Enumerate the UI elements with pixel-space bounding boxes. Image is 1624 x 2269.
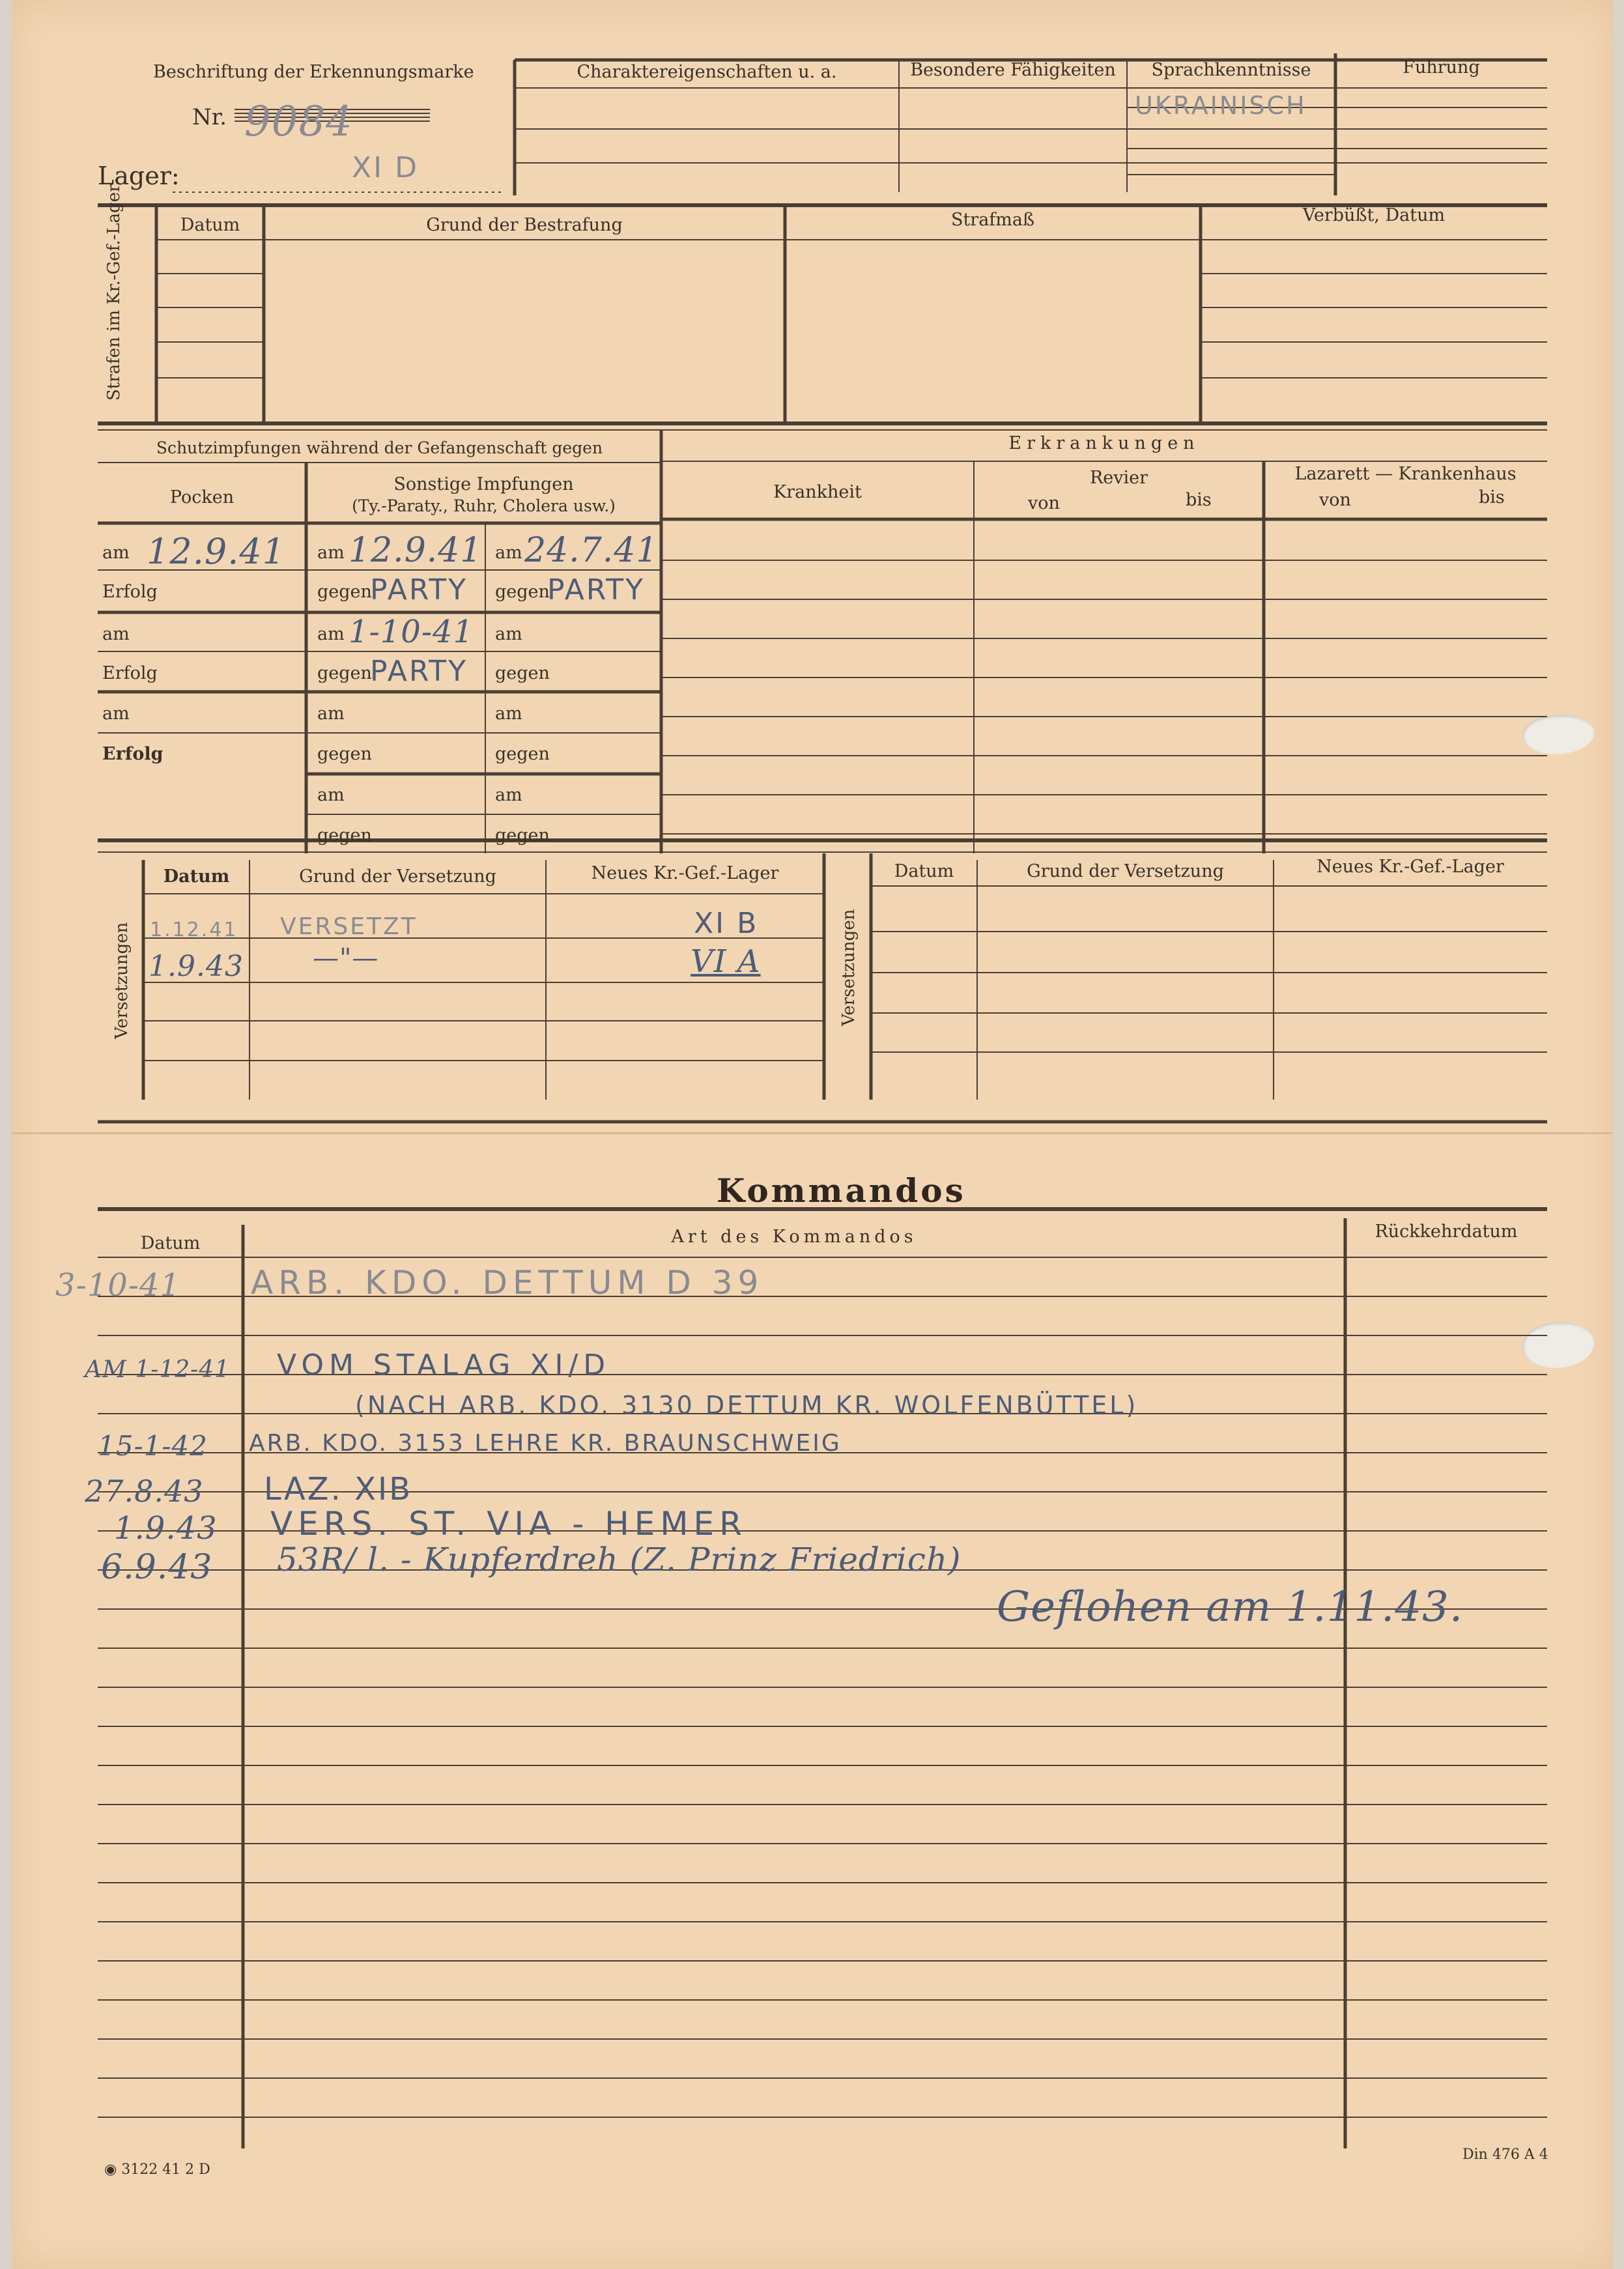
lager-value: XI D [352,151,419,184]
versetzungen-side-label-left: Versetzungen [112,922,132,1039]
s7-am: am [317,785,345,805]
s1-date: 12.9.41 [349,531,483,570]
kommando-6-datum: 1.9.43 [114,1510,218,1547]
kommando-6-text: VERS. ST. VIA - HEMER [270,1505,747,1543]
s5-am: am [317,704,345,724]
kommando-8-text: Geflohen am 1.11.43. [997,1583,1464,1631]
s2-date: 24.7.41 [524,531,659,570]
s4-gegen-label: gegen [495,663,550,683]
lazarett-von: von [1319,490,1351,510]
nr-value: 9084 [244,98,353,146]
s3-am: am [317,624,345,644]
kommando-1-text: ARB. KDO. DETTUM D 39 [251,1264,764,1302]
versetzung-datum-header: Datum [163,866,230,887]
s2-gegen-label: gegen [495,582,550,602]
kommando-5-datum: 27.8.43 [85,1474,204,1509]
versetzungen-side-label-right: Versetzungen [839,909,859,1026]
strafen-side-label: Strafen im Kr.-Gef.-Lager [104,184,124,401]
lager-label: Lager: [98,162,180,190]
lazarett-bis: bis [1479,487,1505,507]
kommando-7-datum: 6.9.43 [101,1548,213,1587]
versetzung-datum-header-right: Datum [894,861,954,881]
s3-gegen-value: PARTY [370,655,468,688]
kommando-2-datum: AM 1-12-41 [85,1356,231,1383]
strafmass-header: Strafmaß [950,210,1035,230]
sprachkenntnisse-label: Sprachkenntnisse [1151,60,1311,80]
kommando-datum-header: Datum [140,1233,201,1253]
fuehrung-label: Führung [1403,57,1480,78]
s4-am: am [495,624,522,644]
din-format: Din 476 A 4 [1462,2147,1548,2163]
kommando-3-text: (NACH ARB. KDO. 3130 DETTUM KR. WOLFENBÜTTEL) [355,1391,1139,1420]
nr-label: Nr. [192,104,227,130]
erkrankungen-header: Erkrankungen [1008,433,1200,453]
krankheit-header: Krankheit [773,482,862,502]
s8-gegen-label: gegen [495,825,550,846]
versetzung-lager-header-right: Neues Kr.-Gef.-Lager [1317,857,1504,877]
versetzung-row2-datum: 1.9.43 [149,950,244,983]
s8-am: am [495,785,522,805]
pocken-am-2: am [102,624,130,644]
versetzung-grund-header: Grund der Versetzung [299,866,496,887]
pocken-am-3: am [102,704,130,724]
sprachkenntnisse-value: UKRAINISCH [1135,91,1307,120]
s1-gegen-label: gegen [317,582,372,602]
s1-gegen-value: PARTY [370,573,468,606]
s3-date: 1-10-41 [349,614,474,650]
erkennungsmarke-label: Beschriftung der Erkennungsmarke [153,62,474,82]
versetzung-grund-header-right: Grund der Versetzung [1027,861,1224,881]
print-logo-icon: ◉ [104,2162,117,2178]
lazarett-header: Lazarett — Krankenhaus [1294,464,1517,484]
s2-am: am [495,543,522,563]
kommando-5-text: LAZ. XIB [264,1471,413,1507]
revier-bis: bis [1186,490,1212,510]
rueckkehrdatum-header: Rückkehrdatum [1375,1221,1518,1242]
pocken-date-1: 12.9.41 [147,531,286,572]
pocken-erfolg-3: Erfolg [102,744,164,764]
print-mark [104,2162,210,2178]
sonstige-impfungen-header: Sonstige Impfungen [393,474,574,494]
kommando-art-header: Art des Kommandos [671,1227,917,1247]
kommando-2-text: VOM STALAG XI/D [277,1349,611,1382]
s6-gegen-label: gegen [495,744,550,764]
s1-am: am [317,543,345,563]
faehigkeiten-label: Besondere Fähigkeiten [910,60,1116,80]
charakter-label: Charaktereigenschaften u. a. [577,62,837,82]
s2-gegen-value: PARTY [547,573,645,606]
kommando-1-datum: 3-10-41 [55,1267,181,1304]
versetzung-row1-lager: XI B [694,907,759,940]
strafen-datum-header: Datum [180,215,240,235]
s6-am: am [495,704,522,724]
s7-gegen-label: gegen [317,825,372,846]
kommandos-title: Kommandos [717,1171,966,1210]
versetzung-row1-grund: VERSETZT [280,913,418,940]
versetzung-lager-header: Neues Kr.-Gef.-Lager [591,863,779,883]
kommando-4-text: ARB. KDO. 3153 LEHRE KR. BRAUNSCHWEIG [249,1430,842,1457]
revier-von: von [1028,493,1060,513]
verbuesst-header: Verbüßt, Datum [1302,205,1446,225]
kommando-7-text: 53R/ l. - Kupferdreh (Z. Prinz Friedrich) [277,1541,962,1578]
sonstige-impfungen-sub: (Ty.-Paraty., Ruhr, Cholera usw.) [352,496,616,515]
pocken-am-1: am [102,543,130,563]
versetzung-row1-datum: 1.12.41 [150,919,238,941]
s5-gegen-label: gegen [317,744,372,764]
pocken-erfolg-2: Erfolg [102,663,158,683]
impfungen-header: Schutzimpfungen während der Gefangenschaft gegen [156,438,603,457]
versetzung-row2-lager: VI A [691,943,761,980]
revier-header: Revier [1089,468,1148,488]
print-code: 3122 41 2 D [121,2162,210,2178]
pocken-erfolg-1: Erfolg [102,582,158,602]
strafen-grund-header: Grund der Bestrafung [426,215,623,235]
s3-gegen-label: gegen [317,663,372,683]
kommando-4-datum: 15-1-42 [98,1430,208,1462]
versetzung-row2-grund: —"— [313,943,379,973]
pocken-header: Pocken [169,487,235,507]
